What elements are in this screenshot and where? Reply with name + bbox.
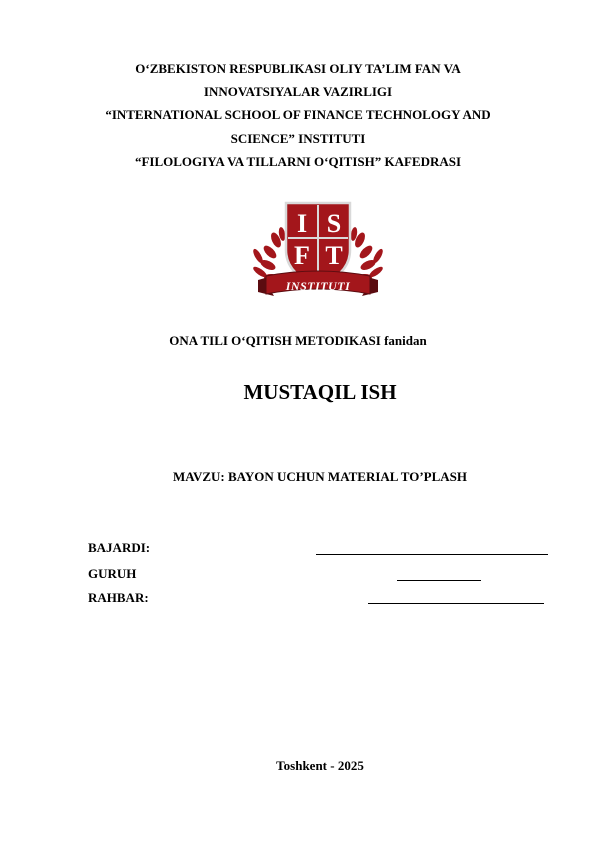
city-year-footer: Toshkent - 2025	[276, 758, 364, 773]
logo-letter-s: S	[326, 209, 342, 238]
subject-line: ONA TILI O‘QITISH METODIKASI fanidan	[169, 333, 427, 348]
isft-logo	[252, 200, 384, 304]
rahbar-underline	[368, 603, 544, 604]
rahbar-label: RAHBAR:	[88, 590, 149, 605]
header-line-5: “FILOLOGIYA VA TILLARNI O‘QITISH” KAFEDRASI	[134, 153, 462, 169]
document-title: MUSTAQIL ISH	[243, 380, 397, 404]
logo-letter-i: I	[296, 209, 308, 238]
logo-letter-t: T	[325, 241, 343, 270]
logo-banner-text: INSTITUTI	[285, 279, 351, 293]
guruh-underline	[397, 580, 481, 581]
ministry-header	[0, 57, 596, 173]
header-line-2: INNOVATSIYALAR VAZIRLIGI	[203, 84, 393, 100]
bajardi-underline	[316, 554, 548, 555]
bajardi-label: BAJARDI:	[88, 540, 151, 555]
header-line-4: SCIENCE” INSTITUTI	[230, 130, 366, 146]
header-line-1: O‘ZBEKISTON RESPUBLIKASI OLIY TA’LIM FAN VA	[135, 61, 461, 76]
header-line-3: “INTERNATIONAL SCHOOL OF FINANCE TECHNOLOGY AND	[105, 107, 491, 123]
guruh-label: GURUH	[88, 566, 137, 581]
logo-letter-f: F	[294, 241, 310, 270]
topic-line: MAVZU: BAYON UCHUN MATERIAL TO’PLASH	[173, 469, 467, 484]
